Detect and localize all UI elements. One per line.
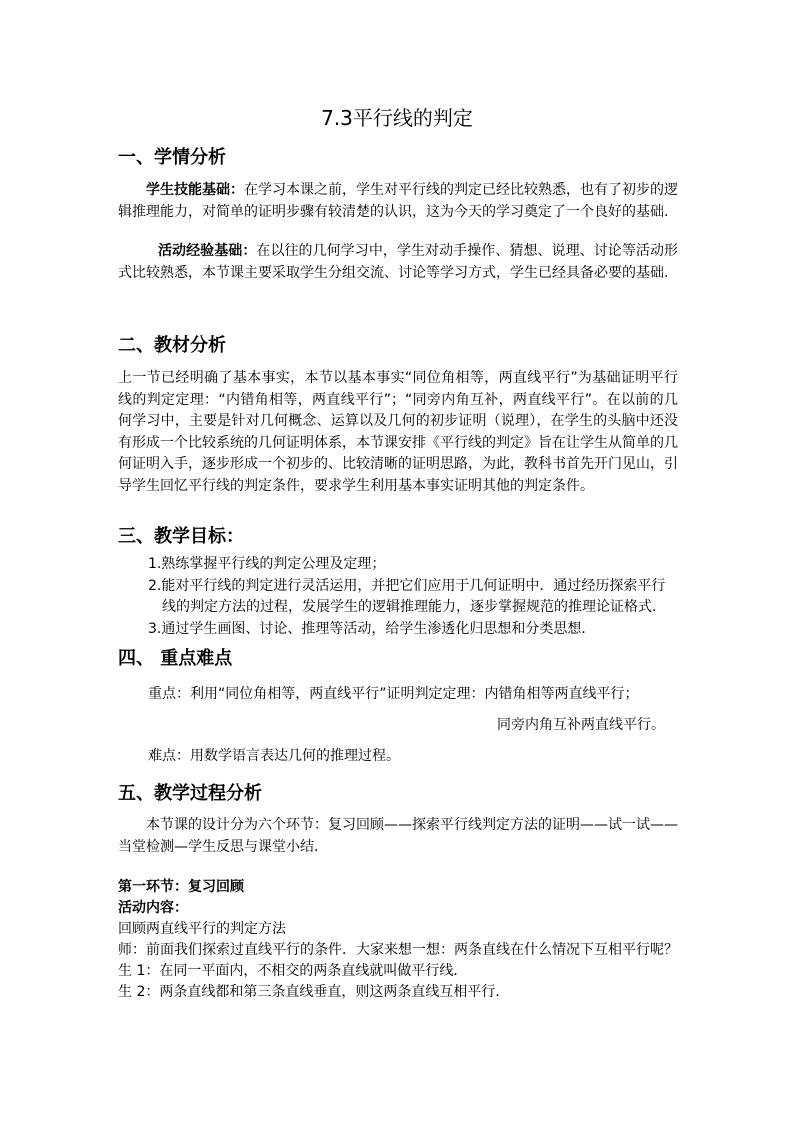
section-heading-teaching-goals: 三、教学目标： [118, 526, 244, 547]
key-point-line-1: 重点：利用“同位角相等，两直线平行”证明判定定理：内错角相等两直线平行； [148, 686, 639, 702]
text-line: 回顾两直线平行的判定方法 [118, 921, 286, 937]
activity-label: 活动内容： [118, 900, 188, 916]
text-line: 生 2：两条直线都和第三条直线垂直，则这两条直线互相平行． [118, 984, 510, 1000]
list-item: 1.熟练掌握平行线的判定公理及定理； [148, 556, 386, 572]
step-title: 第一环节：复习回顾 [118, 879, 244, 895]
section-heading-learning-analysis: 一、学情分析 [118, 147, 226, 168]
text-line: 师：前面我们探索过直线平行的条件．大家来想一想：两条直线在什么情况下互相平行呢？ [118, 942, 678, 958]
bold-label: 活动经验基础： [158, 243, 257, 259]
document-title: 7.3平行线的判定 [321, 106, 473, 130]
section-heading-key-difficulty: 四、 重点难点 [118, 648, 233, 669]
section-heading-textbook-analysis: 二、教材分析 [118, 335, 226, 356]
paragraph-skill-basis [118, 180, 678, 223]
teaching-goals-list [148, 554, 678, 640]
list-item: 3.通过学生画图、讨论、推理等活动，给学生渗透化归思想和分类思想． [148, 620, 596, 637]
paragraph-activity-experience [118, 241, 678, 284]
difficulty-line: 难点：用数学语言表达几何的推理过程。 [148, 748, 400, 764]
list-item: 2.能对平行线的判定进行灵活运用，并把它们应用于几何证明中．通过经历探索平行线的判定方法的过程，发展学生的逻辑推理能力，逐步掌握规范的推理论证格式． [148, 577, 666, 615]
bold-label: 学生技能基础： [146, 182, 244, 198]
text-line: 生 1：在同一平面内，不相交的两条直线就叫做平行线． [118, 963, 468, 979]
section-heading-process-analysis: 五、教学过程分析 [118, 783, 262, 804]
paragraph-textbook-analysis: 上一节已经明确了基本事实，本节以基本事实“同位角相等，两直线平行”为基础证明平行线的判定定理：“内错角相等，两直线平行”；“同旁内角互补，两直线平行”。在以前的几何学习中，主要是针对几何概念、运算以及几何的初步证明（说理），在学生的头脑中还没有形成一个比较系统的几何证明体系，本节课安排《平行线的判定》旨在让学生从简单的几何证明入手，逐步形成一个初步的、比较清晰的证明思路，为此，教科书首先开门见山，引导学生回忆平行线的判定条件，要求学生利用基本事实证明其他的判定条件。 [118, 370, 678, 494]
key-point-line-2: 同旁内角互补两直线平行。 [497, 717, 665, 733]
paragraph-process-analysis: 本节课的设计分为六个环节：复习回顾——探索平行线判定方法的证明——试一试——当堂检测—学生反思与课堂小结． [118, 817, 678, 855]
step-one-block [118, 877, 678, 1003]
paragraph-text: 在学习本课之前，学生对平行线的判定已经比较熟悉，也有了初步的逻辑推理能力，对简单的证明步骤有较清楚的认识，这为今天的学习奠定了一个良好的基础. [118, 182, 678, 220]
paragraph-text: 在以往的几何学习中，学生对动手操作、猜想、说理、讨论等活动形式比较熟悉，本节课主要采取学生分组交流、讨论等学习方式，学生已经具备必要的基础. [118, 243, 678, 281]
